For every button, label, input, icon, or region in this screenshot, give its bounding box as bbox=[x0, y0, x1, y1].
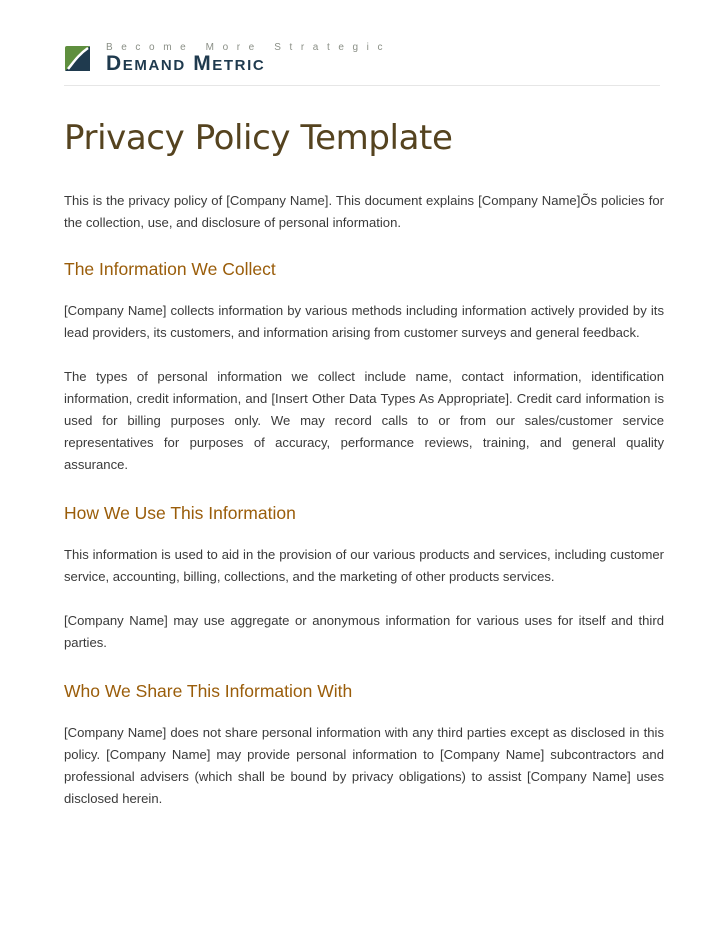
section-who-we-share-with bbox=[64, 680, 664, 810]
brand-name: Demand Metric bbox=[106, 52, 266, 75]
section-information-we-collect bbox=[64, 258, 664, 476]
section-paragraph: The types of personal information we collect include name, contact information, identification information, credit information, and [Insert Other Data Types As Appropriate]. Credit card information is used for billing purposes only. We may record calls to or from our sales/customer service representatives for purposes of accuracy, performance reviews, training, and general quality assurance. bbox=[64, 369, 664, 472]
section-how-we-use-information bbox=[64, 502, 664, 654]
tagline: Become More Strategic bbox=[106, 42, 392, 53]
section-paragraph: [Company Name] may use aggregate or anonymous information for various uses for itself and third parties. bbox=[64, 613, 664, 650]
demand-metric-logo-icon bbox=[64, 42, 94, 74]
header-divider bbox=[64, 85, 660, 86]
section-heading: How We Use This Information bbox=[64, 503, 296, 523]
page-header bbox=[64, 38, 660, 90]
section-paragraph: This information is used to aid in the provision of our various products and services, including customer service, accounting, billing, collections, and the marketing of other products services. bbox=[64, 547, 664, 584]
section-paragraph: [Company Name] collects information by various methods including information actively provided by its lead providers, its customers, and information arising from customer surveys and general feedback. bbox=[64, 303, 664, 340]
intro-paragraph: This is the privacy policy of [Company Name]. This document explains [Company Name]Õs policies for the collection, use, and disclosure of personal information. bbox=[64, 193, 664, 230]
section-paragraph: [Company Name] does not share personal information with any third parties except as disclosed in this policy. [Company Name] may provide personal information to [Company Name] subcontractors and professional advisers (which shall be bound by privacy obligations) to assist [Company Name] uses disclosed herein. bbox=[64, 725, 664, 806]
document-body bbox=[64, 190, 664, 836]
section-heading: The Information We Collect bbox=[64, 259, 276, 279]
section-heading: Who We Share This Information With bbox=[64, 681, 353, 701]
page-title: Privacy Policy Template bbox=[64, 118, 453, 158]
